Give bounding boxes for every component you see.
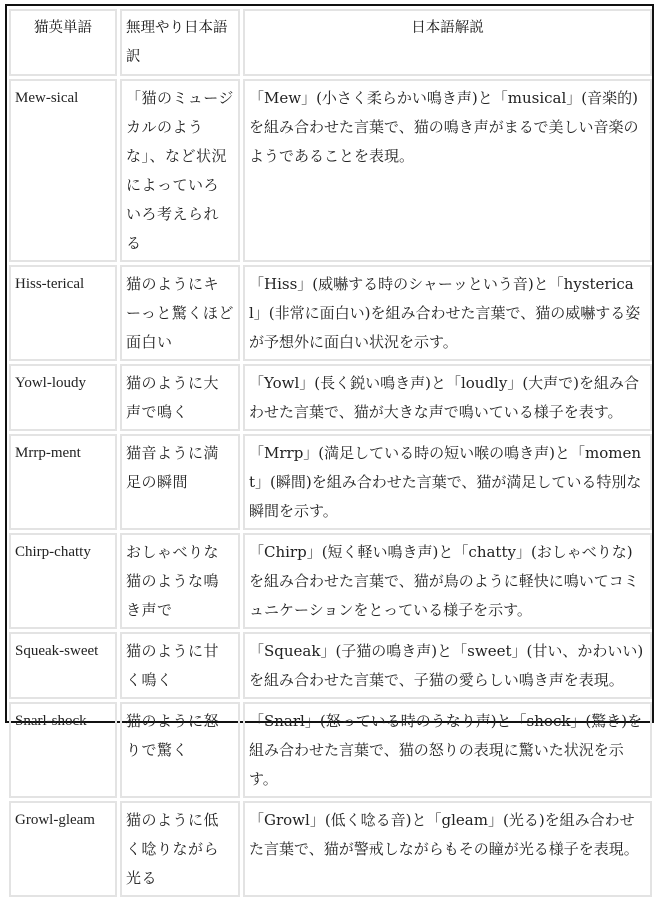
cell-translation: 猫のように怒りで驚く bbox=[120, 702, 240, 798]
cell-description: 「Growl」(低く唸る音)と「gleam」(光る)を組み合わせた言葉で、猫が警戒しながらもその瞳が光る様子を表現。 bbox=[243, 801, 652, 897]
cell-translation: おしゃべりな猫のような鳴き声で bbox=[120, 533, 240, 629]
cell-word: Chirp-chatty bbox=[9, 533, 117, 629]
cell-description: 「Mew」(小さく柔らかい鳴き声)と「musical」(音楽的)を組み合わせた言葉で、猫の鳴き声がまるで美しい音楽のようであることを表現。 bbox=[243, 79, 652, 262]
cell-translation: 猫のように大声で鳴く bbox=[120, 364, 240, 431]
cell-description: 「Chirp」(短く軽い鳴き声)と「chatty」(おしゃべりな)を組み合わせた言葉で、猫が鳥のように軽快に鳴いてコミュニケーションをとっている様子を示す。 bbox=[243, 533, 652, 629]
table-row bbox=[9, 533, 652, 629]
table-row bbox=[9, 801, 652, 897]
cell-word: Mrrp-ment bbox=[9, 434, 117, 530]
header-japanese-explanation: 日本語解説 bbox=[243, 9, 652, 76]
cell-word: Snarl-shock bbox=[9, 702, 117, 798]
cell-translation: 猫のようにキーっと驚くほど面白い bbox=[120, 265, 240, 361]
table-header-row bbox=[9, 9, 652, 76]
table-row bbox=[9, 79, 652, 262]
table-row bbox=[9, 265, 652, 361]
cell-translation: 猫のように甘く鳴く bbox=[120, 632, 240, 699]
cell-description: 「Snarl」(怒っている時のうなり声)と「shock」(驚き)を組み合わせた言葉で、猫の怒りの表現に驚いた状況を示す。 bbox=[243, 702, 652, 798]
cell-description: 「Squeak」(子猫の鳴き声)と「sweet」(甘い、かわいい)を組み合わせた言葉で、子猫の愛らしい鳴き声を表現。 bbox=[243, 632, 652, 699]
cell-word: Squeak-sweet bbox=[9, 632, 117, 699]
cell-translation: 「猫のミュージカルのような」、など状況によっていろいろ考えられる bbox=[120, 79, 240, 262]
cell-word: Growl-gleam bbox=[9, 801, 117, 897]
table-row bbox=[9, 632, 652, 699]
cell-word: Mew-sical bbox=[9, 79, 117, 262]
header-cat-english-word: 猫英単語 bbox=[9, 9, 117, 76]
cell-translation: 猫音ように満足の瞬間 bbox=[120, 434, 240, 530]
cell-translation: 猫のように低く唸りながら光る bbox=[120, 801, 240, 897]
cell-description: 「Yowl」(長く鋭い鳴き声)と「loudly」(大声で)を組み合わせた言葉で、猫が大きな声で鳴いている様子を表す。 bbox=[243, 364, 652, 431]
cell-word: Yowl-loudy bbox=[9, 364, 117, 431]
cell-description: 「Mrrp」(満足している時の短い喉の鳴き声)と「moment」(瞬間)を組み合わせた言葉で、猫が満足している特別な瞬間を示す。 bbox=[243, 434, 652, 530]
cell-description: 「Hiss」(威嚇する時のシャーッという音)と「hysterical」(非常に面白い)を組み合わせた言葉で、猫の威嚇する姿が予想外に面白い状況を示す。 bbox=[243, 265, 652, 361]
cat-words-table bbox=[6, 6, 655, 900]
table-row bbox=[9, 434, 652, 530]
cell-word: Hiss-terical bbox=[9, 265, 117, 361]
table-row bbox=[9, 364, 652, 431]
header-forced-japanese-translation: 無理やり日本語訳 bbox=[120, 9, 240, 76]
table-row bbox=[9, 702, 652, 798]
